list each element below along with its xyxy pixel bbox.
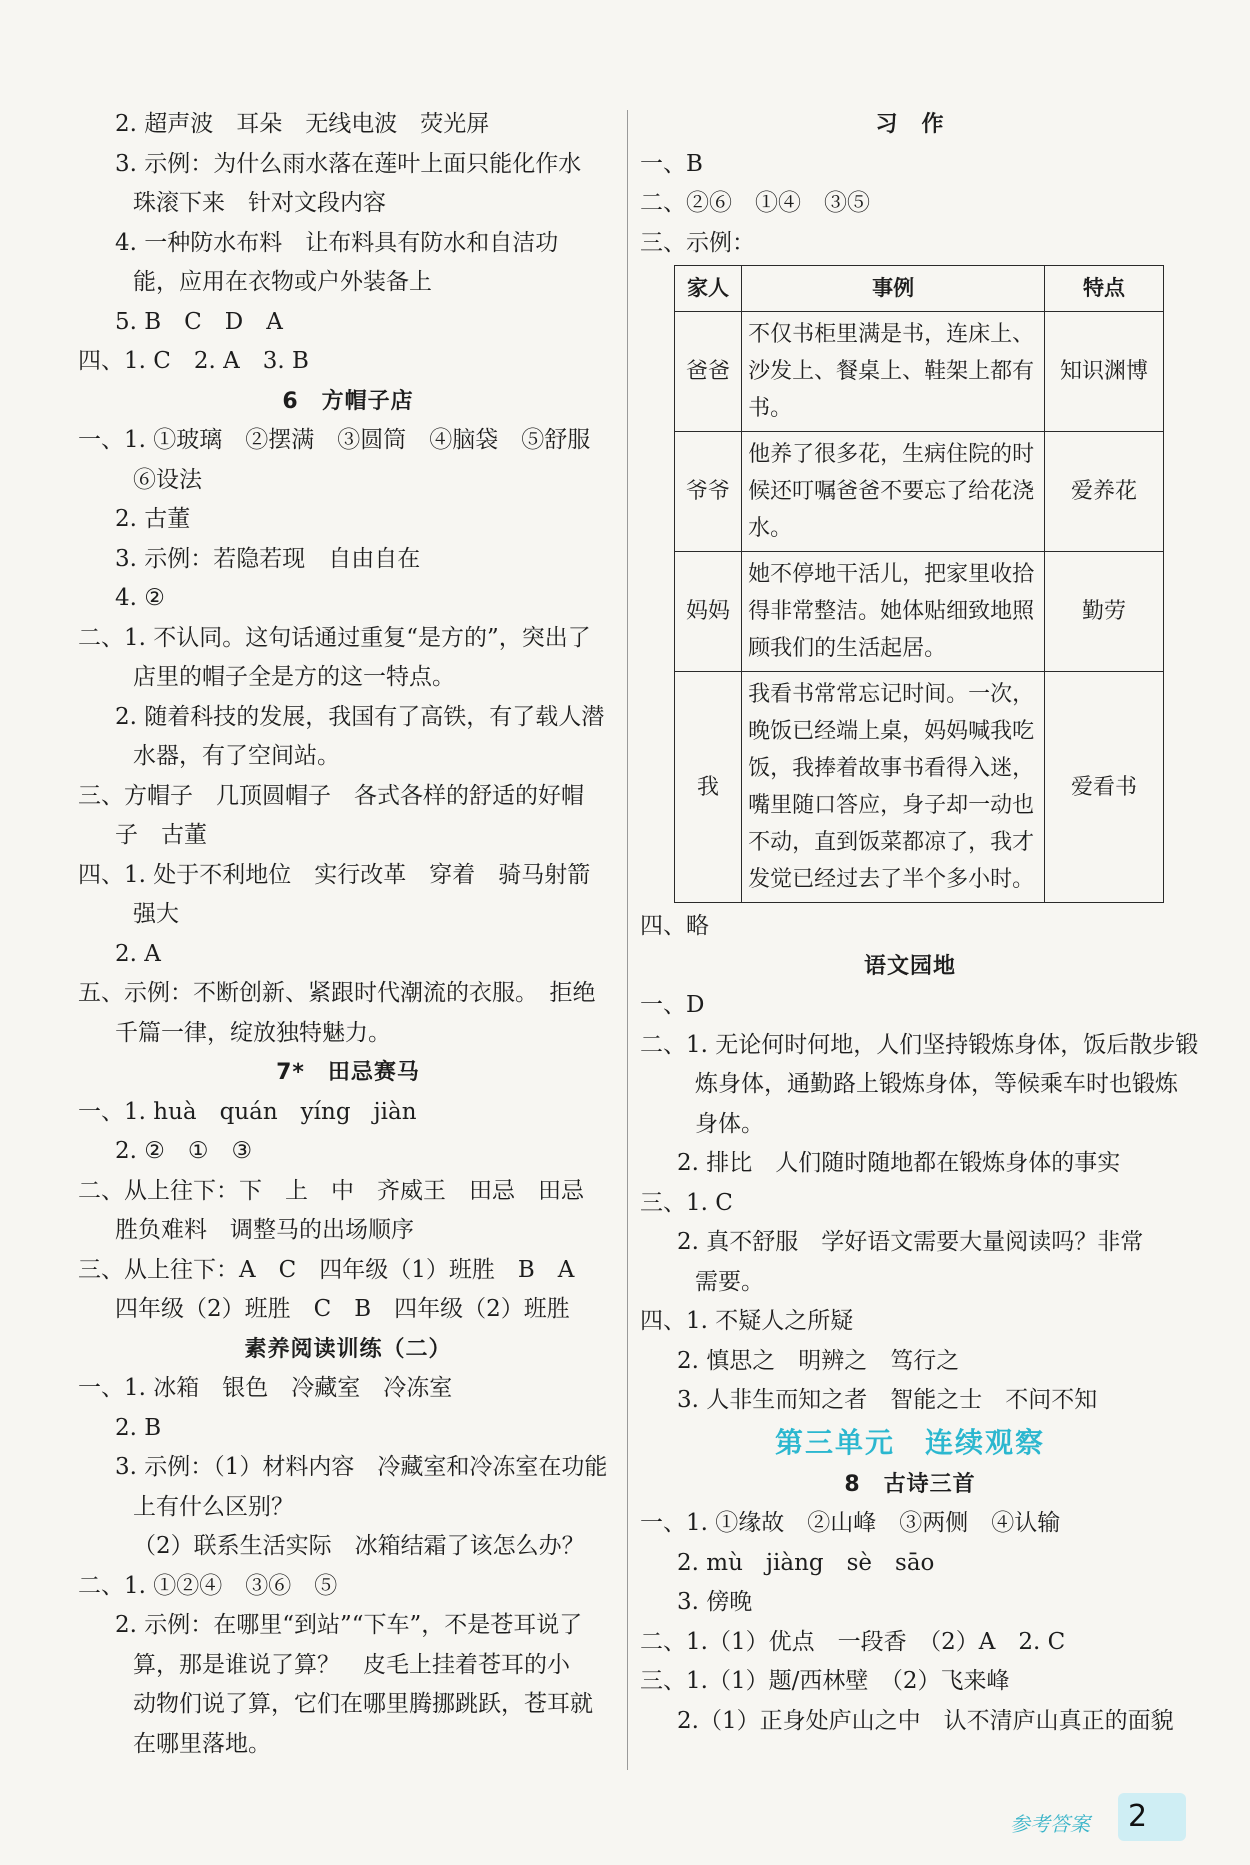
answer-line: 2. 古董 <box>115 506 191 532</box>
answer-line: 3. 示例：若隐若现 自由自在 <box>115 545 421 572</box>
table-row <box>675 312 1164 432</box>
answer-line: ⑥设法 <box>133 466 202 493</box>
section-title: 习 作 <box>875 112 945 137</box>
answer-line: 子 古董 <box>115 822 207 848</box>
answer-line: 二、1.（1）优点 一段香 （2）A 2. C <box>640 1628 1066 1655</box>
table-header-cell: 家人 <box>675 266 742 312</box>
answer-line: （2）联系生活实际 冰箱结霜了该怎么办？ <box>133 1533 585 1559</box>
answer-line: 4. ② <box>115 585 165 611</box>
answer-line: 2.（1）正身处庐山之中 认不清庐山真正的面貌 <box>677 1707 1174 1734</box>
right-column <box>640 105 1199 1741</box>
answer-line: 身体。 <box>695 1110 764 1137</box>
answer-line: 2. mù jiàng sè sāo <box>677 1549 935 1576</box>
table-cell-example: 不仅书柜里满是书，连床上、沙发上、餐桌上、鞋架上都有书。 <box>742 312 1045 432</box>
answer-line: 一、1. 冰箱 银色 冷藏室 冷冻室 <box>78 1375 453 1401</box>
answer-line: 4. 一种防水布料 让布料具有防水和自洁功 <box>115 229 559 256</box>
right-column-bottom <box>640 907 1199 1741</box>
answer-line: 一、1. huà quán yíng jiàn <box>78 1098 417 1125</box>
answer-line: 动物们说了算，它们在哪里腾挪跳跃，苍耳就 <box>133 1691 593 1717</box>
answer-line: 2. 排比 人们随时随地都在锻炼身体的事实 <box>677 1150 1121 1176</box>
table-cell-trait: 爱养花 <box>1045 432 1164 552</box>
answer-line: 二、1. 无论何时何地，人们坚持锻炼身体，饭后散步锻 <box>640 1031 1199 1058</box>
table-cell-who: 爸爸 <box>675 312 742 432</box>
answer-line: 三、1. C <box>640 1189 733 1216</box>
section-title: 素养阅读训练（二） <box>244 1336 452 1362</box>
answer-line: 四、1. 处于不利地位 实行改革 穿着 骑马射箭 <box>78 861 591 888</box>
table-cell-trait: 知识渊博 <box>1045 312 1164 432</box>
table-cell-example: 他养了很多花，生病住院的时候还叮嘱爸爸不要忘了给花浇水。 <box>742 432 1045 552</box>
answer-line: 一、D <box>640 992 705 1018</box>
answer-line: 二、从上往下：下 上 中 齐威王 田忌 田忌 <box>78 1177 584 1204</box>
unit-heading: 第三单元 连续观察 <box>774 1425 1045 1459</box>
answer-line: 二、②⑥ ①④ ③⑤ <box>640 190 870 216</box>
answer-line: 2. ② ① ③ <box>115 1138 253 1164</box>
answer-line: 需要。 <box>695 1268 764 1295</box>
answer-line: 上有什么区别？ <box>133 1493 294 1520</box>
table-cell-trait: 爱看书 <box>1045 672 1164 903</box>
table-cell-trait: 勤劳 <box>1045 552 1164 672</box>
answer-line: 炼身体，通勤路上锻炼身体，等候乘车时也锻炼 <box>695 1071 1178 1097</box>
table-cell-example: 我看书常常忘记时间。一次，晚饭已经端上桌，妈妈喊我吃饭，我捧着故事书看得入迷，嘴里随口答应，身子却一动也不动，直到饭菜都凉了，我才发觉已经过去了半个多小时。 <box>742 672 1045 903</box>
answer-line: 2. A <box>115 940 161 967</box>
answer-line: 5. B C D A <box>115 308 283 335</box>
answer-line: 3. 示例：（1）材料内容 冷藏室和冷冻室在功能 <box>115 1454 608 1480</box>
answer-line: 四、1. 不疑人之所疑 <box>640 1308 854 1334</box>
answer-line: 2. 真不舒服 学好语文需要大量阅读吗？非常 <box>677 1229 1144 1255</box>
answer-line: 能，应用在衣物或户外装备上 <box>133 269 432 295</box>
answer-line: 一、1. ①缘故 ②山峰 ③两侧 ④认输 <box>640 1510 1061 1536</box>
answer-line: 五、示例：不断创新、紧跟时代潮流的衣服。 拒绝 <box>78 980 596 1006</box>
table-header-cell: 特点 <box>1045 266 1164 312</box>
answer-line: 3. 示例：为什么雨水落在莲叶上面只能化作水 <box>115 150 582 177</box>
answer-line: 四年级（2）班胜 C B 四年级（2）班胜 <box>115 1296 570 1322</box>
answer-line: 2. 超声波 耳朵 无线电波 荧光屏 <box>115 111 490 137</box>
column-divider <box>627 110 628 1770</box>
table-row <box>675 552 1164 672</box>
table-row <box>675 432 1164 552</box>
table-header-row <box>675 266 1164 312</box>
left-column <box>78 105 618 1764</box>
answer-line: 3. 人非生而知之者 智能之士 不问不知 <box>677 1387 1098 1413</box>
footer-label: 参考答案 <box>1010 1812 1090 1836</box>
answer-line: 二、1. ①②④ ③⑥ ⑤ <box>78 1572 338 1599</box>
answer-line: 珠滚下来 针对文段内容 <box>133 190 386 216</box>
answer-line: 四、略 <box>640 913 709 939</box>
answer-line: 一、1. ①玻璃 ②摆满 ③圆筒 ④脑袋 ⑤舒服 <box>78 427 591 453</box>
answer-line: 三、示例： <box>640 229 755 256</box>
table-cell-who: 我 <box>675 672 742 903</box>
section-title: 7* 田忌赛马 <box>276 1060 420 1085</box>
answer-line: 三、方帽子 几顶圆帽子 各式各样的舒适的好帽 <box>78 782 584 809</box>
answer-line: 三、1.（1）题/西林壁 （2）飞来峰 <box>640 1668 1010 1694</box>
table-cell-who: 妈妈 <box>675 552 742 672</box>
table-cell-example: 她不停地干活儿，把家里收拾得非常整洁。她体贴细致地照顾我们的生活起居。 <box>742 552 1045 672</box>
answer-line: 四、1. C 2. A 3. B <box>78 348 309 374</box>
answer-line: 在哪里落地。 <box>133 1730 271 1757</box>
answer-line: 算，那是谁说了算？ 皮毛上挂着苍耳的小 <box>133 1651 570 1678</box>
answer-line: 三、从上往下：A C 四年级（1）班胜 B A <box>78 1256 575 1283</box>
table-header-cell: 事例 <box>742 266 1045 312</box>
section-title: 语文园地 <box>863 953 956 979</box>
section-title: 8 古诗三首 <box>844 1471 976 1497</box>
answer-line: 2. 随着科技的发展，我国有了高铁，有了载人潜 <box>115 703 605 730</box>
answer-line: 2. 示例：在哪里“到站”“下车”，不是苍耳说了 <box>115 1612 583 1638</box>
section-title: 6 方帽子店 <box>282 388 414 414</box>
answer-line: 强大 <box>133 901 179 927</box>
answer-line: 二、1. 不认同。这句话通过重复“是方的”，突出了 <box>78 624 591 651</box>
answer-line: 2. 慎思之 明辨之 笃行之 <box>677 1347 960 1374</box>
answer-line: 2. B <box>115 1414 162 1441</box>
answer-line: 千篇一律，绽放独特魅力。 <box>115 1019 391 1046</box>
page-number: 2 <box>1128 1799 1148 1834</box>
answer-line: 水器，有了空间站。 <box>133 743 340 769</box>
answer-line: 一、B <box>640 150 703 177</box>
table-row <box>675 672 1164 903</box>
answer-line: 3. 傍晚 <box>677 1589 753 1615</box>
right-column-top <box>640 105 1180 263</box>
answer-line: 胜负难料 调整马的出场顺序 <box>115 1217 414 1243</box>
family-table <box>674 265 1164 903</box>
answer-line: 店里的帽子全是方的这一特点。 <box>133 664 455 690</box>
table-cell-who: 爷爷 <box>675 432 742 552</box>
